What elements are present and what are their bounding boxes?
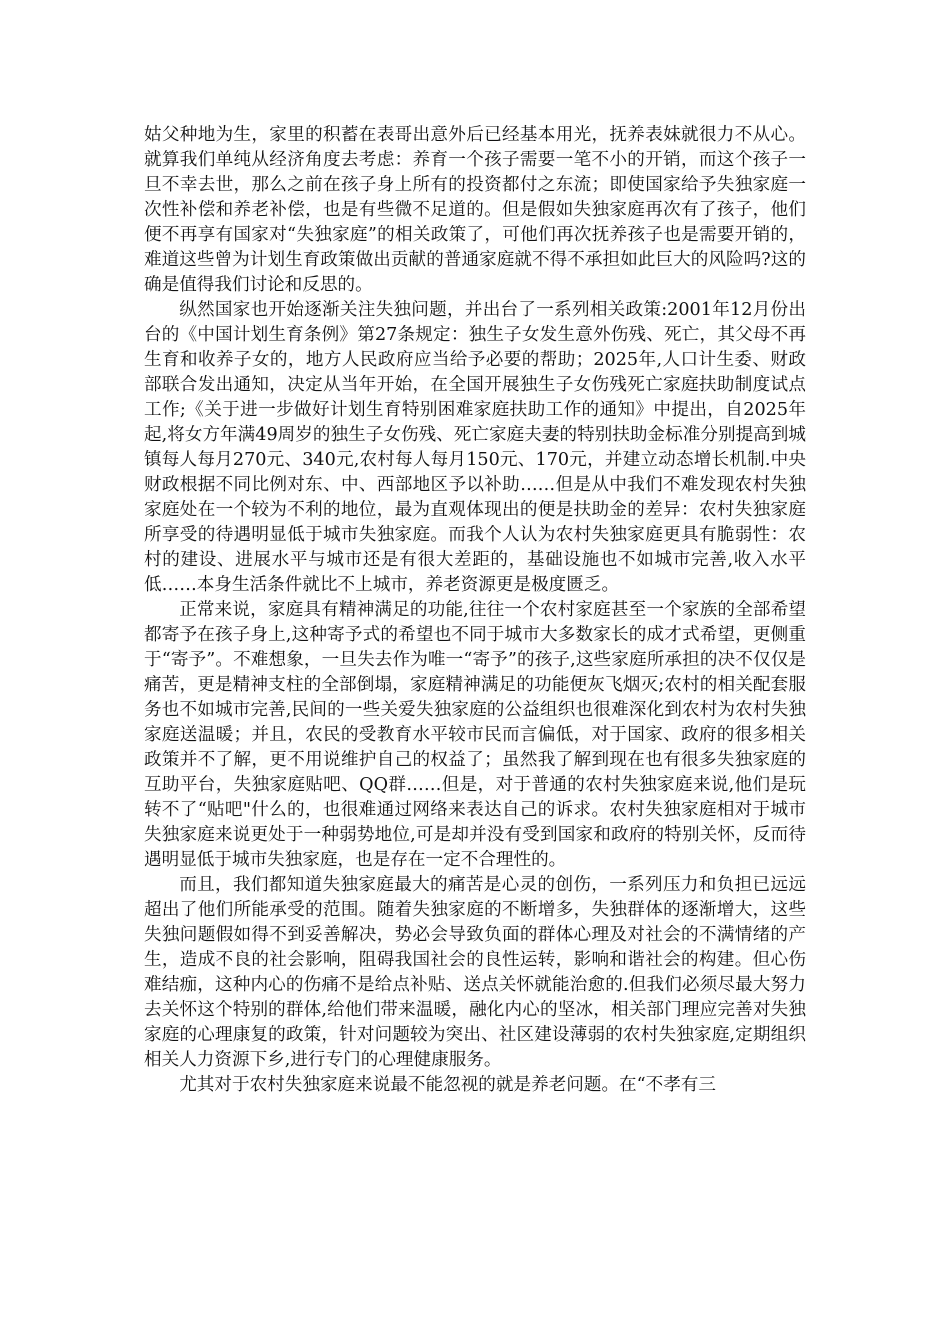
paragraph-1: 姑父种地为生，家里的积蓄在表哥出意外后已经基本用光，抚养表妹就很力不从心。就算我们单纯从经济角度去考虑：养育一个孩子需要一笔不小的开销，而这个孩子一旦不幸去世，那么之前在孩子身上所有的投资都付之东流；即使国家给予失独家庭一次性补偿和养老补偿，也是有些微不足道的。但是假如失独家庭再次有了孩子，他们便不再享有国家对“失独家庭”的相关政策了，可他们再次抚养孩子也是需要开销的，难道这些曾为计划生育政策做出贡献的普通家庭就不得不承担如此巨大的风险吗?这的确是值得我们讨论和反思的。 [144, 125, 806, 295]
paragraph-2: 纵然国家也开始逐渐关注失独问题，并出台了一系列相关政策:2001年12月份出台的《中国计划生育条例》第27条规定：独生子女发生意外伤残、死亡，其父母不再生育和收养子女的，地方人民政府应当给予必要的帮助；2025年,人口计生委、财政部联合发出通知，决定从当年开始，在全国开展独生子女伤残死亡家庭扶助制度试点工作;《关于进一步做好计划生育特别困难家庭扶助工作的通知》中提出，自2025年起,将女方年满49周岁的独生子女伤残、死亡家庭夫妻的特别扶助金标准分别提高到城镇每人每月270元、340元,农村每人每月150元、170元，并建立动态增长机制.中央财政根据不同比例对东、中、西部地区予以补助……但是从中我们不难发现农村失独家庭处在一个较为不利的地位，最为直观体现出的便是扶助金的差异：农村失独家庭所享受的待遇明显低于城市失独家庭。而我个人认为农村失独家庭更具有脆弱性：农村的建设、进展水平与城市还是有很大差距的，基础设施也不如城市完善,收入水平低……本身生活条件就比不上城市，养老资源更是极度匮乏。 [144, 300, 806, 595]
paragraph-5: 尤其对于农村失独家庭来说最不能忽视的就是养老问题。在“不孝有三 [179, 1075, 716, 1095]
paragraph-4: 而且，我们都知道失独家庭最大的痛苦是心灵的创伤，一系列压力和负担已远远超出了他们所能承受的范围。随着失独家庭的不断增多，失独群体的逐渐增大，这些失独问题假如得不到妥善解决，势必会导致负面的群体心理及对社会的不满情绪的产生，造成不良的社会影响，阻碍我国社会的良性运转，影响和谐社会的构建。但心伤难结痂，这种内心的伤痛不是给点补贴、送点关怀就能治愈的.但我们必须尽最大努力去关怀这个特别的群体,给他们带来温暖，融化内心的坚冰，相关部门理应完善对失独家庭的心理康复的政策，针对问题较为突出、社区建设薄弱的农村失独家庭,定期组织相关人力资源下乡,进行专门的心理健康服务。 [144, 875, 806, 1070]
paragraph-3: 正常来说，家庭具有精神满足的功能,往往一个农村家庭甚至一个家族的全部希望都寄予在孩子身上,这种寄予式的希望也不同于城市大多数家长的成才式希望，更侧重于“寄予”。不难想象，一旦失去作为唯一“寄予”的孩子,这些家庭所承担的决不仅仅是痛苦，更是精神支柱的全部倒塌，家庭精神满足的功能便灰飞烟灭;农村的相关配套服务也不如城市完善,民间的一些关爱失独家庭的公益组织也很难深化到农村为农村失独家庭送温暖；并且，农民的受教育水平较市民而言偏低，对于国家、政府的很多相关政策并不了解，更不用说维护自己的权益了；虽然我了解到现在也有很多失独家庭的互助平台，失独家庭贴吧、QQ群……但是，对于普通的农村失独家庭来说,他们是玩转不了“贴吧"什么的，也很难通过网络来表达自己的诉求。农村失独家庭相对于城市失独家庭来说更处于一种弱势地位,可是却并没有受到国家和政府的特别关怀，反而待遇明显低于城市失独家庭，也是存在一定不合理性的。 [144, 600, 806, 870]
document-page [144, 123, 806, 1098]
